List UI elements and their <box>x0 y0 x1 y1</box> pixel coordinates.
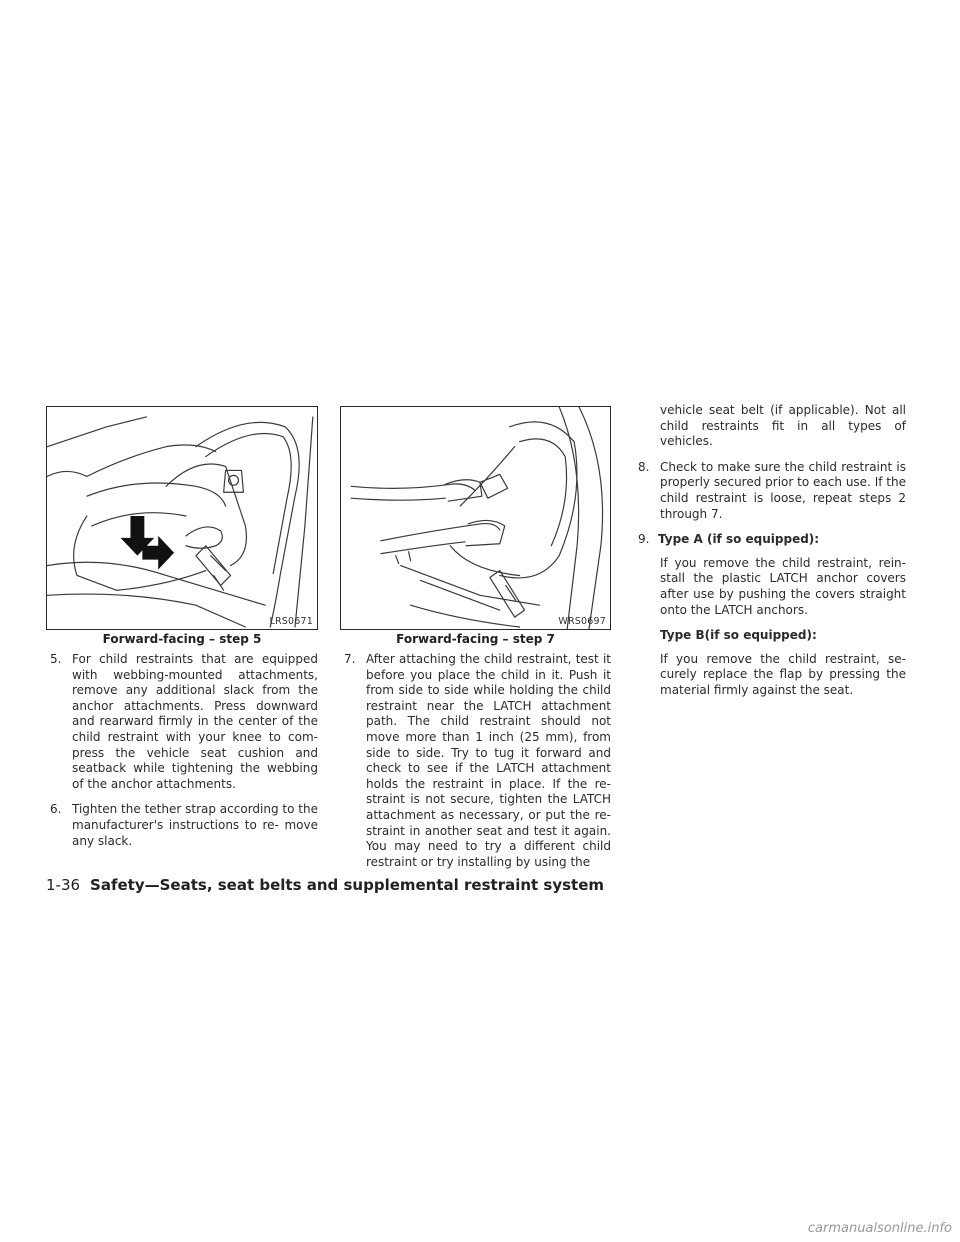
page-number: 1-36 <box>46 876 81 894</box>
page-footer <box>46 876 604 894</box>
text-column-3 <box>634 403 906 709</box>
figure-caption: Forward-facing – step 7 <box>396 632 555 646</box>
step-number: 5. <box>50 652 62 666</box>
step-text: Check to make sure the child restraint is properly secured prior to each use. If the child restraint is loose, repeat steps 2 through 7. <box>660 459 906 521</box>
type-b-text: If you remove the child restraint, se- curely replace the flap by pressing the material firmly against the seat. <box>660 651 906 697</box>
illustration-side-to-side-test <box>341 407 610 629</box>
figure-forward-facing-step-7 <box>340 406 611 630</box>
figure-code: LRS0671 <box>269 616 313 627</box>
type-b-heading: Type B(if so equipped): <box>660 628 817 643</box>
step-7 <box>340 652 611 870</box>
type-a-heading: Type A (if so equipped): <box>658 532 820 547</box>
step-8 <box>634 460 906 522</box>
step-number: 7. <box>344 652 356 666</box>
figure-code: WRS0697 <box>558 616 606 627</box>
text-column-2 <box>340 652 611 880</box>
text-column-1 <box>46 652 318 859</box>
step-text: For child restraints that are equipped with webbing-mounted attachments, remove any additional slack from the anchor attachments. Press downward and rearward firmly in the center of the child restraint with your knee to com- press the vehicle seat cushion and seatback while tightening the webbing of the anchor attachments. <box>72 652 318 791</box>
step-5 <box>46 652 318 792</box>
step-number: 9. <box>638 532 650 547</box>
figure-caption: Forward-facing – step 5 <box>102 632 262 646</box>
step-text: After attaching the child restraint, test it before you place the child in it. Push it from side to side while holding the child restraint near the LATCH attachment path. The child restraint should not move more than 1 inch (25 mm), from side to side. Try to tug it forward and check to see if the LATCH attachment holds the restraint in place. If the re- straint is not secure, tighten the LATCH attachment as necessary, or put the re- straint in another seat and test it again. You may need to try a different child restraint or try installing by using the <box>366 652 611 869</box>
step-number: 8. <box>638 459 650 474</box>
type-a-text: If you remove the child restraint, rein- stall the plastic LATCH anchor covers after use by pushing the covers straight onto the LATCH anchors. <box>660 555 906 617</box>
section-title: Safety—Seats, seat belts and supplemental restraint system <box>90 876 605 894</box>
step-number: 6. <box>50 802 62 817</box>
step-text: Tighten the tether strap according to the manufacturer's instructions to re- move any slack. <box>72 802 318 848</box>
watermark: carmanualsonline.info <box>807 1221 952 1236</box>
step-9 <box>634 532 906 548</box>
step-6 <box>46 802 318 849</box>
illustration-knee-press <box>47 407 317 629</box>
figure-forward-facing-step-5 <box>46 406 318 630</box>
step-7-continuation: vehicle seat belt (if applicable). Not all child restraints fit in all types of vehicles. <box>660 403 906 449</box>
